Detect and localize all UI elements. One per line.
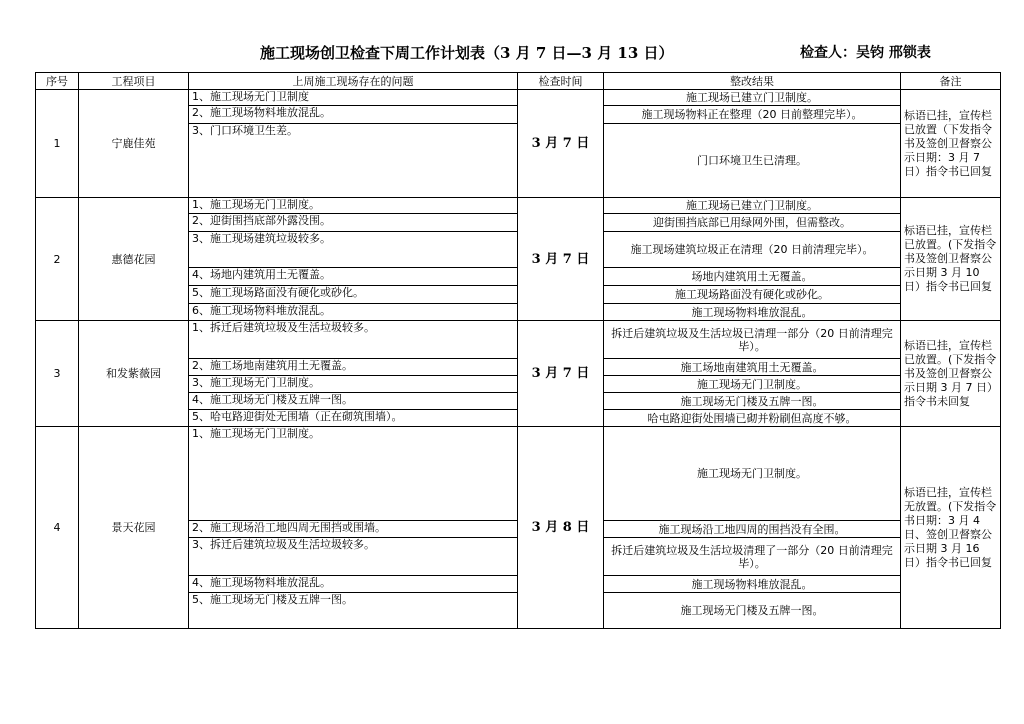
- table-row: [36, 427, 1001, 521]
- result-cell: 场地内建筑用土无覆盖。: [604, 268, 901, 286]
- project-cell: 惠德花园: [79, 198, 189, 321]
- result-cell: 迎街围挡底部已用绿网外围，但需整改。: [604, 214, 901, 232]
- note-cell: 标语已挂，宣传栏已放置。(下发指令书及签创卫督察公示日期 3 月 7 日）指令书未回复: [901, 321, 1001, 427]
- table-header-row: [36, 73, 1001, 90]
- inspection-table: [35, 72, 1001, 629]
- result-cell: 施工现场路面没有硬化或砂化。: [604, 286, 901, 304]
- result-cell: 拆迁后建筑垃圾及生活垃圾清理了一部分（20 日前清理完毕）。: [604, 538, 901, 576]
- col-header-note: 备注: [901, 73, 1001, 90]
- result-cell: 门口环境卫生已清理。: [604, 124, 901, 198]
- note-cell: 标语已挂，宣传栏已放置（下发指令书及签创卫督察公示日期：3 月 7 日）指令书已回复: [901, 90, 1001, 198]
- result-cell: 施工现场物料堆放混乱。: [604, 304, 901, 321]
- issue-cell: 2、施工现场沿工地四周无围挡或围墙。: [189, 521, 518, 538]
- issue-cell: 2、迎街围挡底部外露没围。: [189, 214, 518, 232]
- time-cell: 3 月 7 日: [518, 321, 604, 427]
- issue-cell: 2、施工现场物料堆放混乱。: [189, 106, 518, 124]
- table-row: [36, 90, 1001, 106]
- note-cell: 标语已挂，宣传栏无放置。(下发指令书日期：3 月 4 日、签创卫督察公示日期 3 月 16 日）指令书已回复: [901, 427, 1001, 629]
- result-cell: 哈屯路迎街处围墙已砌并粉刷但高度不够。: [604, 410, 901, 427]
- issue-cell: 6、施工现场物料堆放混乱。: [189, 304, 518, 321]
- seq-cell: 2: [36, 198, 79, 321]
- time-cell: 3 月 7 日: [518, 198, 604, 321]
- issue-cell: 4、场地内建筑用土无覆盖。: [189, 268, 518, 286]
- issue-cell: 2、施工场地南建筑用土无覆盖。: [189, 359, 518, 376]
- col-header-seq: 序号: [36, 73, 79, 90]
- result-cell: 拆迁后建筑垃圾及生活垃圾已清理一部分（20 日前清理完毕）。: [604, 321, 901, 359]
- issue-cell: 1、施工现场无门卫制度: [189, 90, 518, 106]
- issue-cell: 3、拆迁后建筑垃圾及生活垃圾较多。: [189, 538, 518, 576]
- col-header-time: 检查时间: [518, 73, 604, 90]
- result-cell: 施工现场无门楼及五牌一图。: [604, 393, 901, 410]
- result-cell: 施工现场无门卫制度。: [604, 376, 901, 393]
- seq-cell: 4: [36, 427, 79, 629]
- col-header-issues: 上周施工现场存在的问题: [189, 73, 518, 90]
- issue-cell: 1、拆迁后建筑垃圾及生活垃圾较多。: [189, 321, 518, 359]
- issue-cell: 3、门口环境卫生差。: [189, 124, 518, 198]
- time-cell: 3 月 7 日: [518, 90, 604, 198]
- result-cell: 施工现场物料正在整理（20 日前整理完毕）。: [604, 106, 901, 124]
- issue-cell: 5、施工现场无门楼及五牌一图。: [189, 593, 518, 629]
- col-header-project: 工程项目: [79, 73, 189, 90]
- note-cell: 标语已挂，宣传栏已放置。(下发指令书及签创卫督察公示日期 3 月 10 日）指令书已回复: [901, 198, 1001, 321]
- col-header-result: 整改结果: [604, 73, 901, 90]
- issue-cell: 5、哈屯路迎街处无围墙（正在砌筑围墙）。: [189, 410, 518, 427]
- time-cell: 3 月 8 日: [518, 427, 604, 629]
- inspector-label: 检查人：吴钧 邢锁表: [800, 45, 931, 61]
- result-cell: 施工现场沿工地四周的围挡没有全围。: [604, 521, 901, 538]
- result-cell: 施工现场已建立门卫制度。: [604, 90, 901, 106]
- issue-cell: 1、施工现场无门卫制度。: [189, 427, 518, 521]
- issue-cell: 3、施工现场无门卫制度。: [189, 376, 518, 393]
- project-cell: 和发紫薇园: [79, 321, 189, 427]
- seq-cell: 1: [36, 90, 79, 198]
- table-row: [36, 321, 1001, 359]
- seq-cell: 3: [36, 321, 79, 427]
- project-cell: 宁鹿佳苑: [79, 90, 189, 198]
- result-cell: 施工现场无门楼及五牌一图。: [604, 593, 901, 629]
- issue-cell: 3、施工现场建筑垃圾较多。: [189, 232, 518, 268]
- page-title: 施工现场创卫检查下周工作计划表（3 月 7 日—3 月 13 日）: [260, 44, 674, 62]
- result-cell: 施工现场无门卫制度。: [604, 427, 901, 521]
- result-cell: 施工现场物料堆放混乱。: [604, 576, 901, 593]
- result-cell: 施工场地南建筑用土无覆盖。: [604, 359, 901, 376]
- table-row: [36, 198, 1001, 214]
- result-cell: 施工现场已建立门卫制度。: [604, 198, 901, 214]
- result-cell: 施工现场建筑垃圾正在清理（20 日前清理完毕）。: [604, 232, 901, 268]
- issue-cell: 1、施工现场无门卫制度。: [189, 198, 518, 214]
- issue-cell: 4、施工现场物料堆放混乱。: [189, 576, 518, 593]
- issue-cell: 5、施工现场路面没有硬化或砂化。: [189, 286, 518, 304]
- issue-cell: 4、施工现场无门楼及五牌一图。: [189, 393, 518, 410]
- project-cell: 景天花园: [79, 427, 189, 629]
